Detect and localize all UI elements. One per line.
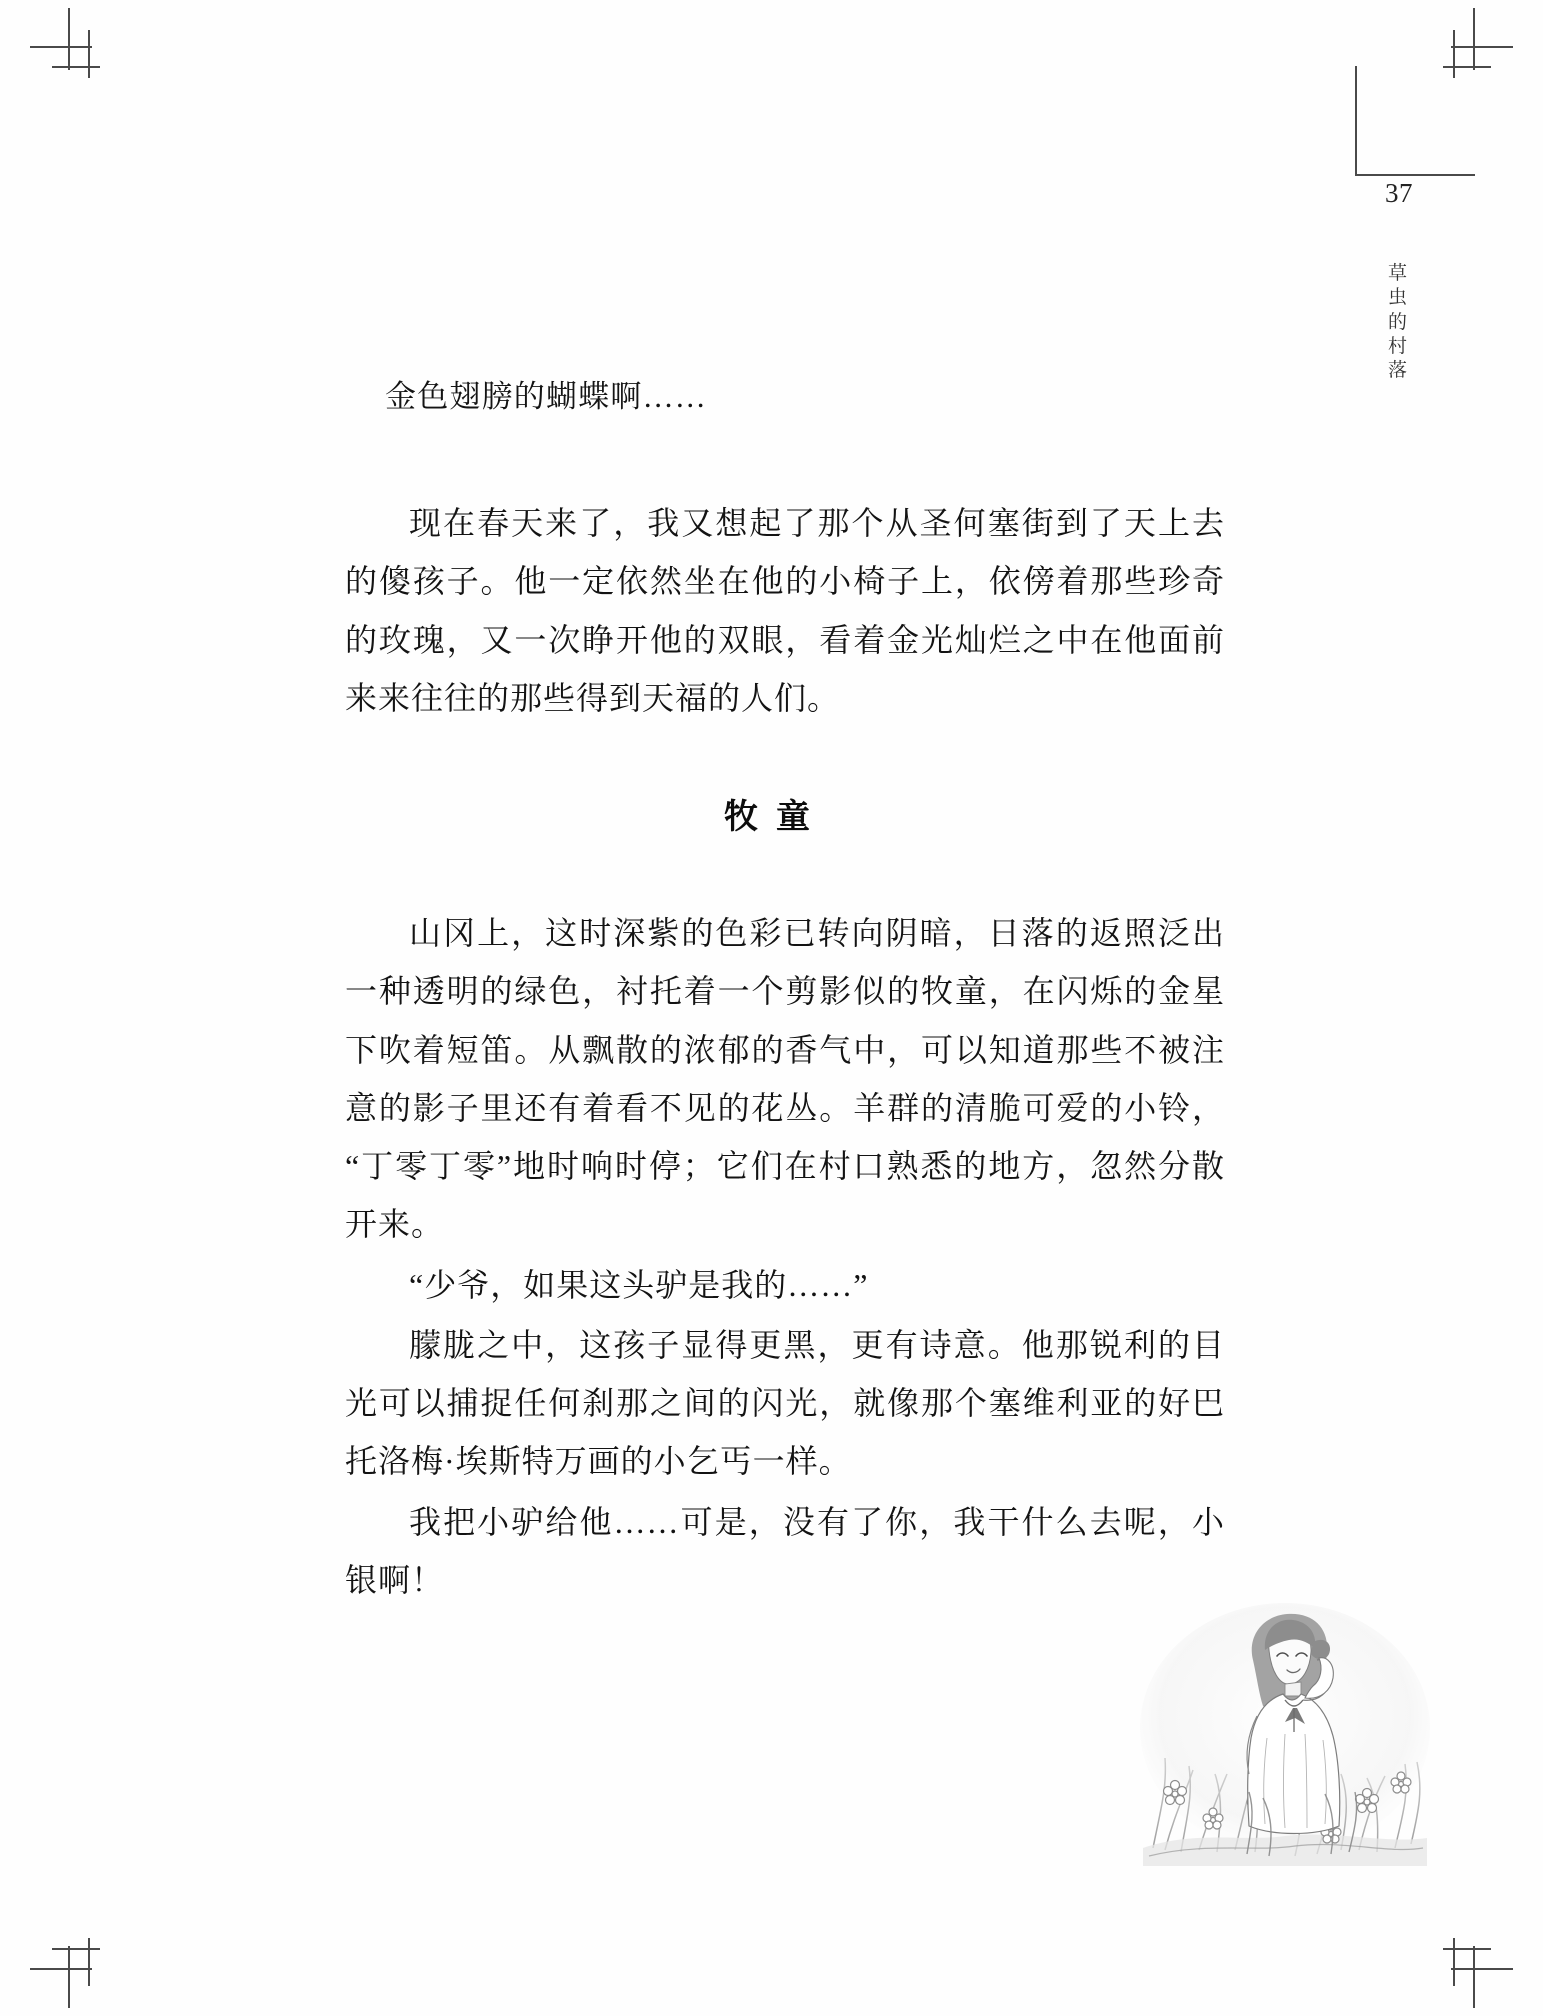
page-number: 37 (1385, 178, 1413, 208)
crop-mark-top-left (30, 8, 100, 78)
paragraph-4: 朦胧之中，这孩子显得更黑，更有诗意。他那锐利的目光可以捕捉任何刹那之间的闪光，就像那个塞维利亚的好巴托洛梅·埃斯特万画的小乞丐一样。 (345, 1326, 1225, 1480)
crop-mark-bottom-right (1443, 1938, 1513, 2008)
running-head-char-2: 虫 (1387, 287, 1408, 309)
paragraph-3: “少爷，如果这头驴是我的……” (409, 1266, 869, 1303)
paragraph-2: 山冈上，这时深紫的色彩已转向阴暗，日落的返照泛出一种透明的绿色，衬托着一个剪影似的牧童，在闪烁的金星下吹着短笛。从飘散的浓郁的香气中，可以知道那些不被注意的影子里还有着看不见的花丛。羊群的清脆可爱的小铃，“丁零丁零”地时响时停；它们在村口熟悉的地方，忽然分散开来。 (345, 915, 1225, 1243)
running-head-char-3: 的 (1387, 311, 1408, 333)
section-title: 牧童 (724, 799, 828, 837)
paragraph-5: 我把小驴给他……可是，没有了你，我干什么去呢，小银啊！ (345, 1503, 1225, 1598)
crop-mark-bottom-left (30, 1938, 100, 2008)
page-content (345, 370, 1225, 1611)
girl-in-flower-field-sketch-icon (1135, 1598, 1435, 1868)
verse-line: 金色翅膀的蝴蝶啊…… (385, 379, 707, 414)
crop-mark-top-right (1353, 8, 1513, 178)
paragraph-1: 现在春天来了，我又想起了那个从圣何塞街到了天上去的傻孩子。他一定依然坐在他的小椅子上，依傍着那些珍奇的玫瑰，又一次睁开他的双眼，看着金光灿烂之中在他面前来来往往的那些得到天福的人们。 (345, 505, 1225, 716)
running-head (1383, 262, 1413, 384)
running-head-char-5: 落 (1387, 360, 1408, 382)
running-head-char-1: 草 (1387, 263, 1408, 284)
running-head-char-4: 村 (1387, 335, 1408, 357)
